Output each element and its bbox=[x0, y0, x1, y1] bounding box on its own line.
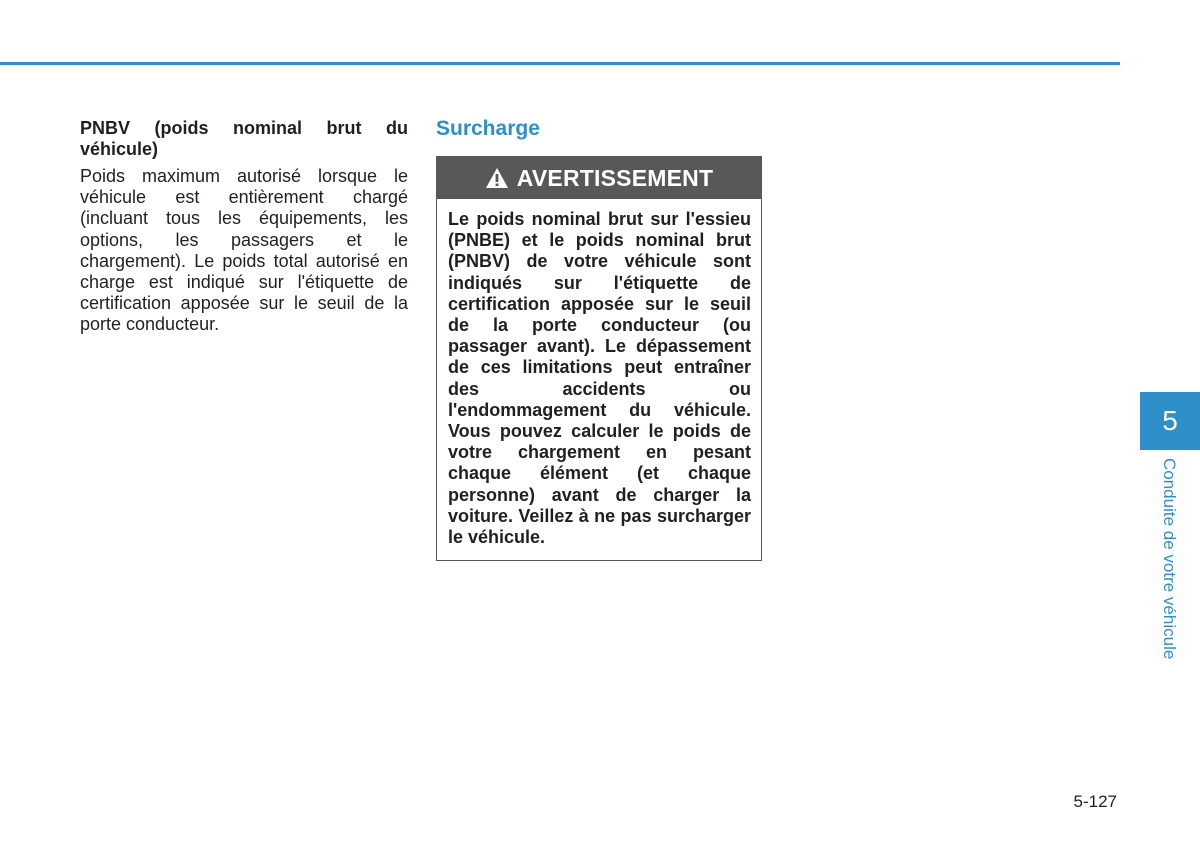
warning-header bbox=[437, 157, 761, 199]
pnbv-subheading: PNBV (poids nominal brut du véhicule) bbox=[80, 118, 408, 159]
left-column bbox=[80, 118, 408, 336]
warning-box bbox=[436, 156, 762, 561]
right-column bbox=[436, 116, 764, 561]
chapter-number: 5 bbox=[1162, 405, 1178, 436]
warning-triangle-icon bbox=[485, 167, 509, 189]
warning-text: Le poids nominal brut sur l'essieu (PNBE) et le poids nominal brut (PNBV) de votre véhicule sont indiqués sur l'étiquette de certification apposée sur le seuil de la porte conducteur (ou passager avant). Le dépassement de ces limitations peut entraîner des accidents ou l'endommagement du véhicule. Vous pouvez calculer le poids de votre chargement en pesant chaque élément (et chaque personne) avant de charger la voiture. Veillez à ne pas surcharger le véhicule. bbox=[448, 209, 751, 548]
section-title: Surcharge bbox=[436, 117, 540, 140]
chapter-tab bbox=[1140, 392, 1200, 450]
top-rule bbox=[0, 62, 1120, 65]
pnbv-paragraph: Poids maximum autorisé lorsque le véhicule est entièrement chargé (incluant tous les équipements, les options, les passagers et le chargement). Le poids total autorisé en charge est indiqué sur l'étiquette de certification apposée sur le seuil de la porte conducteur. bbox=[80, 166, 408, 335]
page-number: 5-127 bbox=[1073, 792, 1117, 811]
chapter-title: Conduite de votre véhicule bbox=[1160, 458, 1179, 660]
warning-title: AVERTISSEMENT bbox=[516, 164, 714, 191]
